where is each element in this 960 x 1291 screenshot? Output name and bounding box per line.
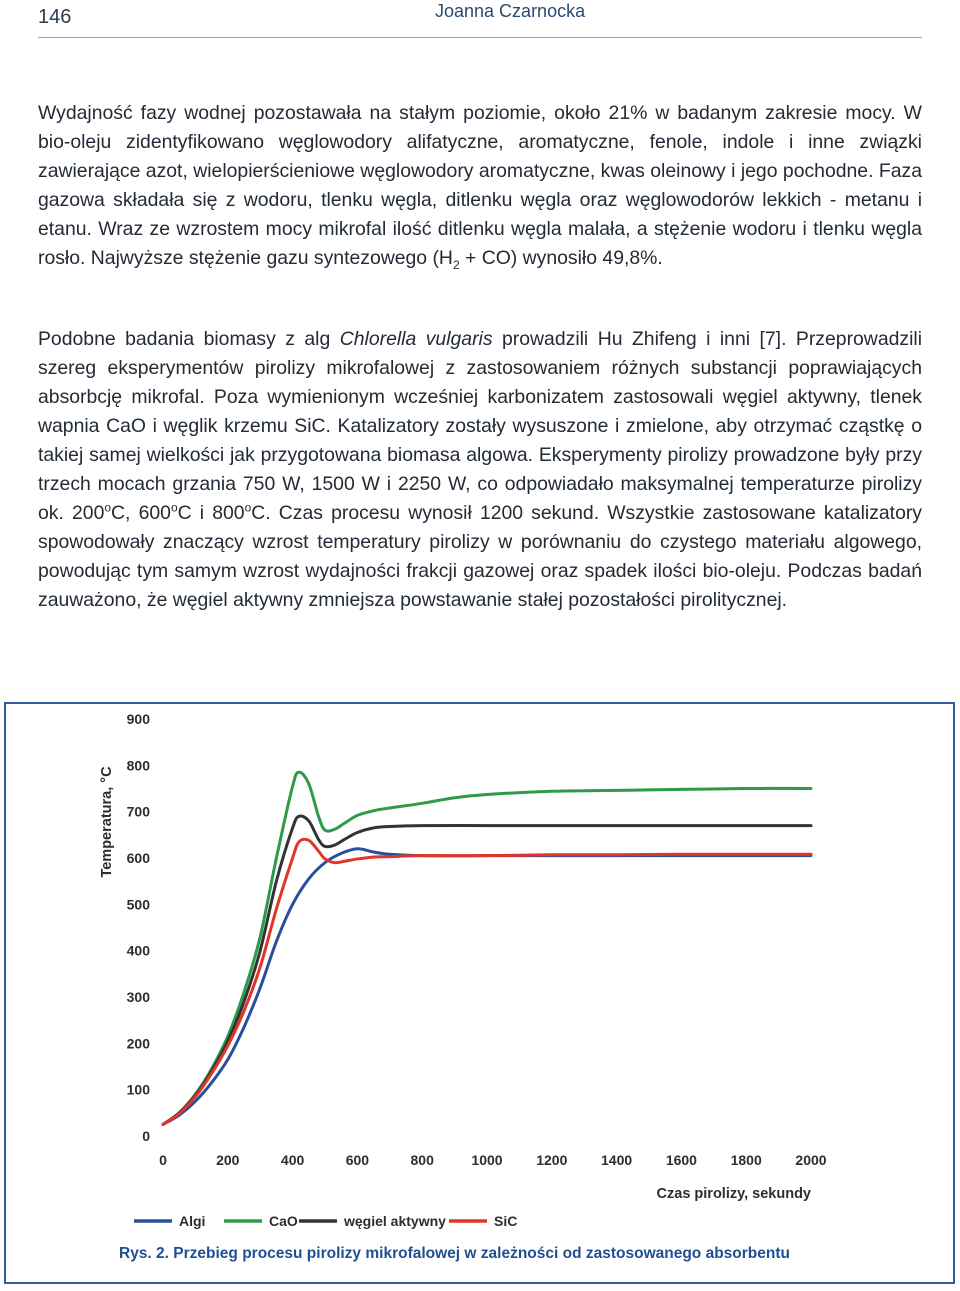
y-tick-label: 500	[126, 896, 150, 913]
running-head-author: Joanna Czarnocka	[435, 1, 586, 21]
figure-frame	[4, 702, 955, 1284]
y-tick-label: 600	[126, 850, 150, 866]
x-tick-label: 1200	[536, 1152, 568, 1168]
y-tick-label: 900	[126, 711, 150, 727]
x-tick-labels	[159, 1152, 827, 1168]
x-tick-label: 2000	[795, 1152, 827, 1168]
y-tick-label: 400	[126, 942, 150, 959]
series-line-4	[163, 839, 811, 1124]
y-tick-label: 0	[142, 1128, 150, 1144]
y-tick-label: 100	[126, 1081, 150, 1098]
y-tick-label: 200	[126, 1035, 150, 1052]
subscript-2: 2	[452, 257, 460, 272]
y-tick-label: 700	[126, 803, 150, 820]
paragraph-2-text-b: prowadzili Hu Zhifeng i inni [7]. Przeprowadzili szereg eksperymentów pirolizy mikrofalowej z zastosowaniem różnych substancji poprawiających absorbcję mikrofal. Poza wymienionym wcześniej karbonizatem zastosowali węgiel aktywny, tlenek wapnia CaO i węglik krzemu SiC. Katalizatory zostały wysuszone i zmielone, aby otrzymać cząstkę o takiej samej wielkości jak przygotowana biomasa algowa. Eksperymenty pirolizy prowadzone były przy trzech mocach grzania 750 W, 1500 W i 2250 W, co odpowiadało maksymalnej temperaturze pirolizy ok. 200	[38, 328, 923, 524]
x-axis-label: Czas pirolizy, sekundy	[656, 1186, 811, 1202]
paragraph-2-text-e: C. Czas procesu wynosił 1200 sekund. Wszystkie zastosowane katalizatory spowodowały znaczący wzrost temperatury pirolizy w porównaniu do czystego materiału algowego, powodując tym samym wzrost wydajności frakcji gazowej oraz spadek ilości bio-oleju. Podczas badań zauważono, że węgiel aktywny zmniejsza powstawanie stałej pozostałości pirolitycznej.	[38, 502, 922, 611]
legend-label: CaO	[269, 1213, 298, 1229]
x-tick-label: 1800	[730, 1152, 762, 1168]
series-line-1	[163, 849, 811, 1125]
degree-mark: o	[244, 500, 252, 515]
paragraph-2-text-d: C i 800	[177, 502, 245, 524]
page-number: 146	[38, 6, 72, 28]
header-rule	[38, 37, 922, 38]
degree-mark: o	[104, 500, 112, 515]
y-tick-labels	[127, 711, 151, 1144]
y-axis-label: Temperatura, °C	[99, 766, 115, 878]
paragraph-2	[38, 325, 922, 615]
legend-label: Algi	[179, 1213, 206, 1229]
paragraph-2-text-c: C, 600	[111, 502, 171, 524]
x-tick-label: 1400	[601, 1152, 633, 1168]
x-tick-label: 200	[216, 1152, 240, 1168]
x-tick-label: 1000	[471, 1152, 503, 1168]
x-tick-label: 1600	[665, 1152, 697, 1168]
chart-series	[163, 772, 811, 1124]
species-name: Chlorella vulgaris	[339, 328, 493, 350]
x-tick-label: 600	[345, 1152, 370, 1168]
chart-legend	[134, 1213, 517, 1229]
paragraph-1	[38, 99, 922, 273]
figure-caption: Rys. 2. Przebieg procesu pirolizy mikrofalowej w zależności od zastosowanego absorbentu	[119, 1245, 790, 1262]
y-tick-label: 300	[126, 989, 150, 1005]
y-tick-label: 800	[126, 757, 150, 774]
legend-label: węgiel aktywny	[344, 1213, 446, 1229]
line-chart	[6, 704, 953, 1244]
legend-label: SiC	[494, 1213, 518, 1229]
degree-mark: o	[170, 500, 178, 515]
x-tick-label: 400	[280, 1152, 305, 1168]
paragraph-1-text: Wydajność fazy wodnej pozostawała na stałym poziomie, około 21% w badanym zakresie mocy. W bio-oleju zidentyfikowano węglowodory alifatyczne, aromatyczne, fenole, indole i inne związki zawierające azot, wielopierścieniowe węglowodory aromatyczne, kwas oleinowy i jego pochodne. Faza gazowa składała się z wodoru, tlenku węgla, ditlenku węgla oraz węglowodorów lekkich - metanu i etanu. Wraz ze wzrostem mocy mikrofal ilość ditlenku węgla malała, a stężenie wodoru i tlenku węgla rosło. Najwyższe stężenie gazu syntezowego (H	[38, 102, 922, 269]
paragraph-1-text-end: + CO) wynosiło 49,8%.	[459, 247, 663, 269]
x-tick-label: 0	[159, 1152, 167, 1168]
paragraph-2-text: Podobne badania biomasy z alg	[38, 328, 340, 350]
x-tick-label: 800	[410, 1152, 434, 1168]
